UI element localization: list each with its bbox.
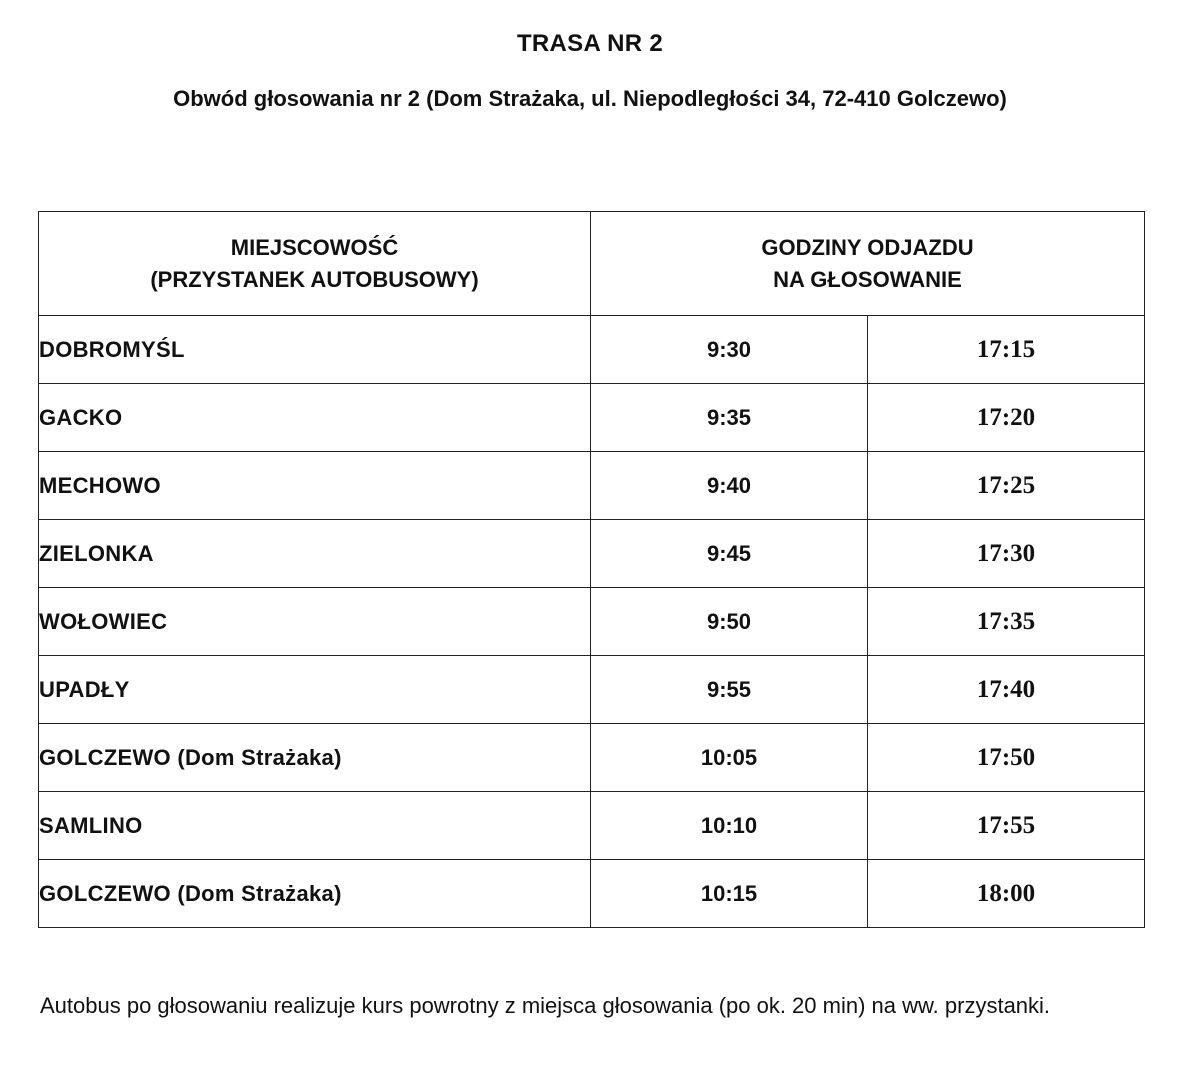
times-header-line2: NA GŁOSOWANIE <box>773 266 962 292</box>
table-header-row <box>39 212 1145 316</box>
evening-departure: 17:20 <box>868 384 1145 452</box>
morning-departure: 9:30 <box>591 316 868 384</box>
morning-departure: 9:50 <box>591 588 868 656</box>
evening-departure: 17:35 <box>868 588 1145 656</box>
morning-departure: 9:35 <box>591 384 868 452</box>
morning-departure: 9:55 <box>591 656 868 724</box>
stop-name: DOBROMYŚL <box>39 316 591 384</box>
table-row <box>39 316 1145 384</box>
morning-departure: 9:45 <box>591 520 868 588</box>
stop-name: UPADŁY <box>39 656 591 724</box>
morning-departure: 10:10 <box>591 792 868 860</box>
evening-departure: 17:25 <box>868 452 1145 520</box>
stop-name: GOLCZEWO (Dom Strażaka) <box>39 860 591 928</box>
place-header-line1: MIEJSCOWOŚĆ <box>230 234 399 260</box>
times-header-line1: GODZINY ODJAZDU <box>761 234 974 260</box>
table-row <box>39 724 1145 792</box>
document-title: TRASA NR 2 <box>516 30 664 57</box>
document-subtitle: Obwód głosowania nr 2 (Dom Strażaka, ul. Niepodległości 34, 72-410 Golczewo) <box>173 86 1007 111</box>
evening-departure: 17:50 <box>868 724 1145 792</box>
schedule-table <box>38 211 1145 928</box>
morning-departure: 10:15 <box>591 860 868 928</box>
evening-departure: 17:15 <box>868 316 1145 384</box>
evening-departure: 17:40 <box>868 656 1145 724</box>
morning-departure: 10:05 <box>591 724 868 792</box>
return-trip-note: Autobus po głosowaniu realizuje kurs powrotny z miejsca głosowania (po ok. 20 min) na ww. przystanki. <box>40 993 1051 1018</box>
table-row <box>39 588 1145 656</box>
place-column-header <box>39 212 591 316</box>
place-header-line2: (PRZYSTANEK AUTOBUSOWY) <box>150 266 479 292</box>
table-row <box>39 520 1145 588</box>
table-row <box>39 656 1145 724</box>
stop-name: WOŁOWIEC <box>39 588 591 656</box>
evening-departure: 18:00 <box>868 860 1145 928</box>
stop-name: GOLCZEWO (Dom Strażaka) <box>39 724 591 792</box>
table-row <box>39 792 1145 860</box>
morning-departure: 9:40 <box>591 452 868 520</box>
evening-departure: 17:30 <box>868 520 1145 588</box>
stop-name: ZIELONKA <box>39 520 591 588</box>
stop-name: MECHOWO <box>39 452 591 520</box>
table-row <box>39 860 1145 928</box>
stop-name: SAMLINO <box>39 792 591 860</box>
times-column-header <box>591 212 1145 316</box>
table-row <box>39 452 1145 520</box>
evening-departure: 17:55 <box>868 792 1145 860</box>
table-row <box>39 384 1145 452</box>
stop-name: GACKO <box>39 384 591 452</box>
